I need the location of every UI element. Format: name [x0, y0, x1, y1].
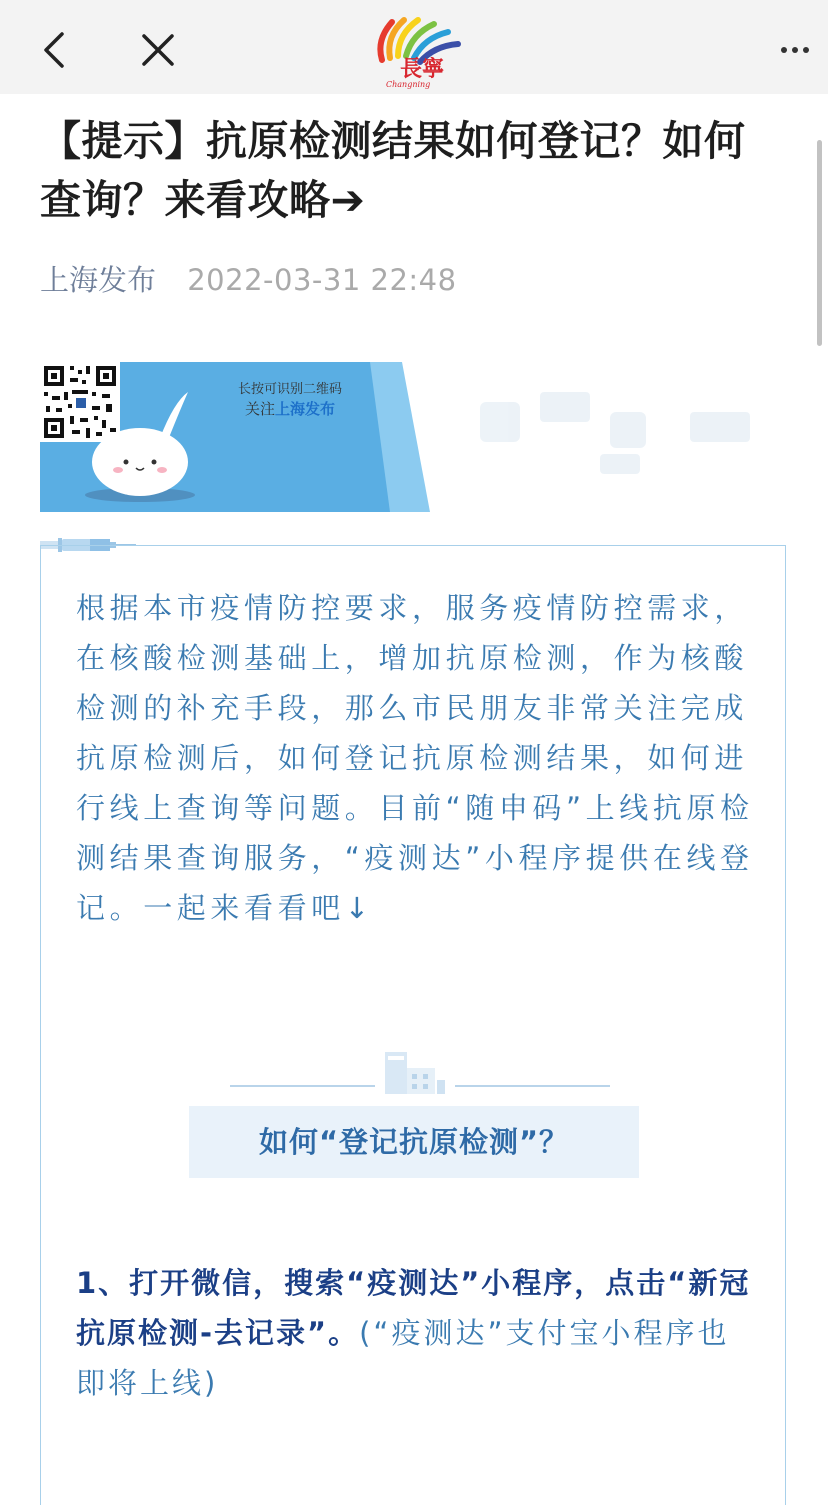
follow-banner[interactable] — [40, 362, 788, 512]
section-heading: 如何“登记抗原检测”？ — [189, 1106, 639, 1178]
publish-time: 2022-03-31 22:48 — [187, 263, 457, 297]
more-dots-icon[interactable] — [778, 38, 812, 62]
close-icon[interactable] — [138, 30, 178, 70]
scrollbar-thumb[interactable] — [817, 140, 822, 346]
changning-logo — [362, 10, 466, 90]
author-link[interactable]: 上海发布 — [40, 263, 157, 297]
step-1-note: (“疫测达”支付宝小程序也即将上线) — [76, 1316, 730, 1400]
top-nav-bar — [0, 0, 828, 94]
banner-graphic — [40, 362, 788, 512]
article-title: 【提示】抗原检测结果如何登记？如何查询？来看攻略➔ — [40, 117, 746, 224]
hospital-icon — [230, 1046, 610, 1096]
banner-caption: 长按可识别二维码 — [237, 382, 342, 397]
intro-paragraph: 根据本市疫情防控要求，服务疫情防控需求，在核酸检测基础上，增加抗原检测，作为核酸检测的补充手段，那么市民朋友非常关注完成抗原检测后，如何登记抗原检测结果，如何进行线上查询等问题。目前“随申码”上线抗原检测结果查询服务，“疫测达”小程序提供在线登记。一起来看看吧↓ — [76, 591, 754, 925]
qr-code-icon[interactable] — [40, 362, 120, 442]
chevron-left-icon[interactable] — [38, 30, 72, 70]
article-meta — [40, 258, 457, 299]
svg-text:長寧: 長寧 — [400, 56, 445, 82]
svg-text:Changning: Changning — [386, 80, 431, 89]
banner-follow-line: 关注上海发布 — [244, 400, 336, 418]
step-1 — [76, 1258, 756, 1408]
step-1-instruction: 1、打开微信，搜索“疫测达”小程序，点击“新冠抗原检测-去记录”。 — [76, 1266, 751, 1350]
